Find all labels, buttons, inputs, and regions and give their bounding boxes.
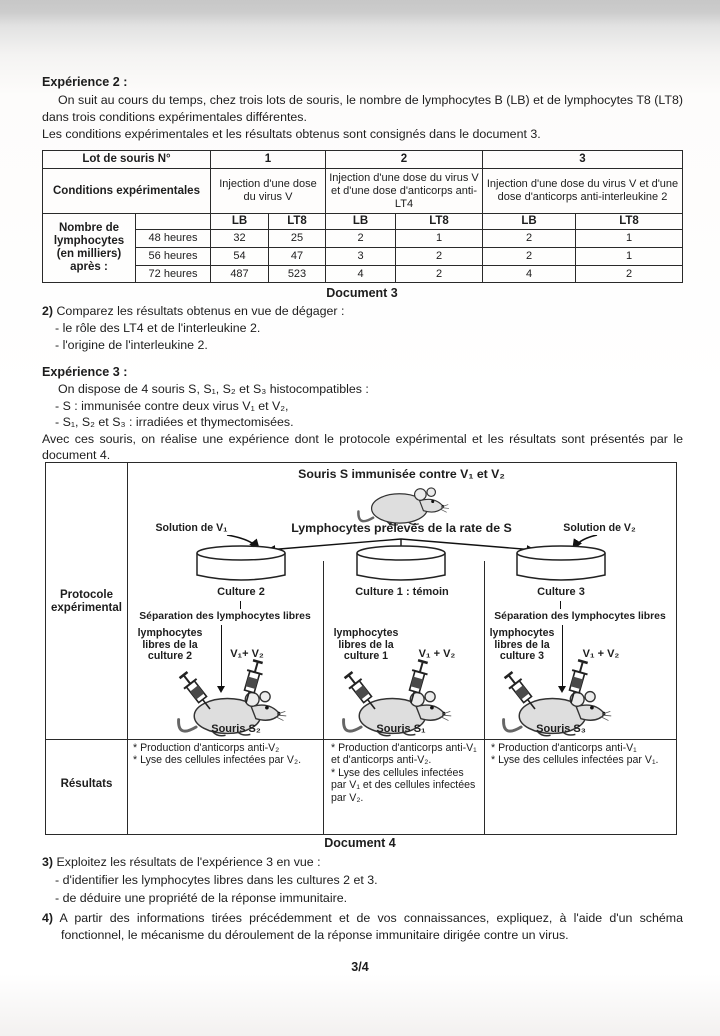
empty-cell [136,214,211,230]
experience-3-section [42,364,683,463]
document-3-table [42,150,683,283]
value-cell: 4 [483,266,576,283]
free-lymphocytes-label-1: lymphocytes libres de la culture 2 [137,627,203,662]
time-cell: 72 heures [136,266,211,283]
petri-dish-icon [357,546,445,580]
document-4-diagram [45,462,677,835]
results-culture1 [326,740,486,834]
question-2-item: - l'origine de l'interleukine 2. [55,338,208,352]
value-cell: 2 [396,248,483,266]
time-cell: 56 heures [136,248,211,266]
dishes-and-arrows-figure [127,535,676,591]
lot-2-cell: 2 [326,151,483,169]
experience-3-intro: On dispose de 4 souris S, S₁, S₂ et S₃ histocompatibles : [58,382,369,397]
experience-3-item: - S : immunisée contre deux virus V₁ et V₂, [55,398,289,413]
mouse-s-icon [353,479,449,527]
value-cell: 2 [326,230,396,248]
question-3-text: Exploitez les résultats de l'expérience 3 en vue : [56,855,321,869]
question-3-item: - d'identifier les lymphocytes libres dans les cultures 2 et 3. [55,873,378,887]
sub-header-cell: LB [483,214,576,230]
culture-3-label: Culture 3 [537,586,585,598]
experience-3-title: Expérience 3 : [42,365,128,379]
question-3-item: - de déduire une propriété de la réponse immunitaire. [55,891,348,905]
result-item: * Production d'anticorps anti-V₂ [133,742,280,754]
value-cell: 1 [396,230,483,248]
separation-label-culture2: Séparation des lymphocytes libres [139,611,311,622]
sub-header-cell: LT8 [269,214,326,230]
sub-header-cell: LB [326,214,396,230]
injection-v1v2-label: V₁ + V₂ [418,648,456,660]
question-2 [42,303,683,354]
free-lymphocytes-label-3: lymphocytes libres de la culture 3 [489,627,555,662]
lymphocytes-label: Lymphocytes prélevés de la rate de S [291,521,512,535]
question-4-text: A partir des informations tirées précédemment et de vos connaissances, expliquez, à l'aide d'un schéma fonctionnel, le mécanisme du déroulement de la réponse immunitaire dirigée contre un virus. [59,911,683,942]
table-row [43,248,683,266]
petri-dish-icon [517,546,605,580]
time-cell: 48 heures [136,230,211,248]
protocole-row-label: Protocole expérimental [51,589,122,614]
value-cell: 4 [326,266,396,283]
connector-tick [240,601,241,609]
value-cell: 1 [576,248,683,266]
condition-3-cell: Injection d'une dose du virus V et d'une dose d'anticorps anti-interleukine 2 [483,169,683,214]
solution-v1-label: Solution de V₁ [155,522,228,534]
separation-label-culture3: Séparation des lymphocytes libres [494,611,666,622]
souris-s3-label: Souris S₃ [536,723,586,735]
experience-2-paragraph-1: On suit au cours du temps, chez trois lots de souris, le nombre de lymphocytes B (LB) et de lymphocytes T8 (LT8) dans trois conditions expérimentales différentes. [42,93,683,124]
question-3 [42,853,683,907]
connector-tick [560,601,561,609]
injection-v1v2-label: V₁+ V₂ [230,648,264,660]
lot-header-cell: Lot de souris N° [43,151,211,169]
free-lymphocytes-label-2: lymphocytes libres de la culture 1 [333,627,399,662]
table-row [43,266,683,283]
result-item: * Lyse des cellules infectées par V₁ et des cellules infectées par V₂. [331,766,476,804]
culture-2-label: Culture 2 [217,586,265,598]
value-cell: 2 [576,266,683,283]
question-4 [42,910,683,944]
value-cell: 54 [211,248,269,266]
souris-s-title: Souris S immunisée contre V₁ et V₂ [298,467,505,481]
experience-3-outro: Avec ces souris, on réalise une expérience dont le protocole expérimental et les résultats sont présentés par le document 4. [42,431,683,463]
value-cell: 1 [576,230,683,248]
value-cell: 2 [396,266,483,283]
value-cell: 32 [211,230,269,248]
condition-2-cell: Injection d'une dose du virus V et d'une dose d'anticorps anti-LT4 [326,169,483,214]
results-culture2 [128,740,326,834]
petri-dish-icon [197,546,285,580]
experience-2-title: Expérience 2 : [42,75,128,89]
page-number: 3/4 [351,960,369,974]
result-item: * Lyse des cellules infectées par V₁. [491,754,659,767]
sub-header-cell: LB [211,214,269,230]
sub-header-cell: LT8 [576,214,683,230]
value-cell: 523 [269,266,326,283]
value-cell: 487 [211,266,269,283]
results-culture3 [486,740,676,834]
result-item: * Production d'anticorps anti-V₁ et d'anticorps anti-V₂. [331,742,477,767]
value-cell: 2 [483,248,576,266]
lot-1-cell: 1 [211,151,326,169]
souris-s2-label: Souris S₂ [211,723,261,735]
row-header-cell: Nombre de lymphocytes (en milliers) après : [43,214,136,283]
result-item: * Lyse des cellules infectées par V₂. [133,754,302,767]
question-2-item: - le rôle des LT4 et de l'interleukine 2. [55,321,261,335]
experience-2-paragraph-2: Les conditions expérimentales et les résultats obtenus sont consignés dans le document 3. [42,127,541,141]
injection-v1v2-label: V₁ + V₂ [582,648,620,660]
value-cell: 25 [269,230,326,248]
sub-header-cell: LT8 [396,214,483,230]
resultats-row-label: Résultats [60,778,113,790]
question-3-number: 3) [42,855,54,869]
solution-v2-label: Solution de V₂ [563,522,636,534]
question-2-number: 2) [42,304,54,318]
value-cell: 47 [269,248,326,266]
value-cell: 2 [483,230,576,248]
conditions-header-cell: Conditions expérimentales [43,169,211,214]
culture-1-label: Culture 1 : témoin [355,586,449,598]
question-4-number: 4) [42,911,54,925]
experience-3-item: - S₁, S₂ et S₃ : irradiées et thymectomisées. [55,415,294,430]
result-item: * Production d'anticorps anti-V₁ [491,742,637,754]
lot-3-cell: 3 [483,151,683,169]
experience-2-section [42,74,683,143]
table-row [43,230,683,248]
souris-s1-label: Souris S₁ [376,723,426,735]
row-label-column [46,463,128,834]
condition-1-cell: Injection d'une dose du virus V [211,169,326,214]
document-3-caption: Document 3 [326,286,398,300]
value-cell: 3 [326,248,396,266]
document-4-caption: Document 4 [324,836,396,850]
question-2-text: Comparez les résultats obtenus en vue de dégager : [56,304,345,318]
